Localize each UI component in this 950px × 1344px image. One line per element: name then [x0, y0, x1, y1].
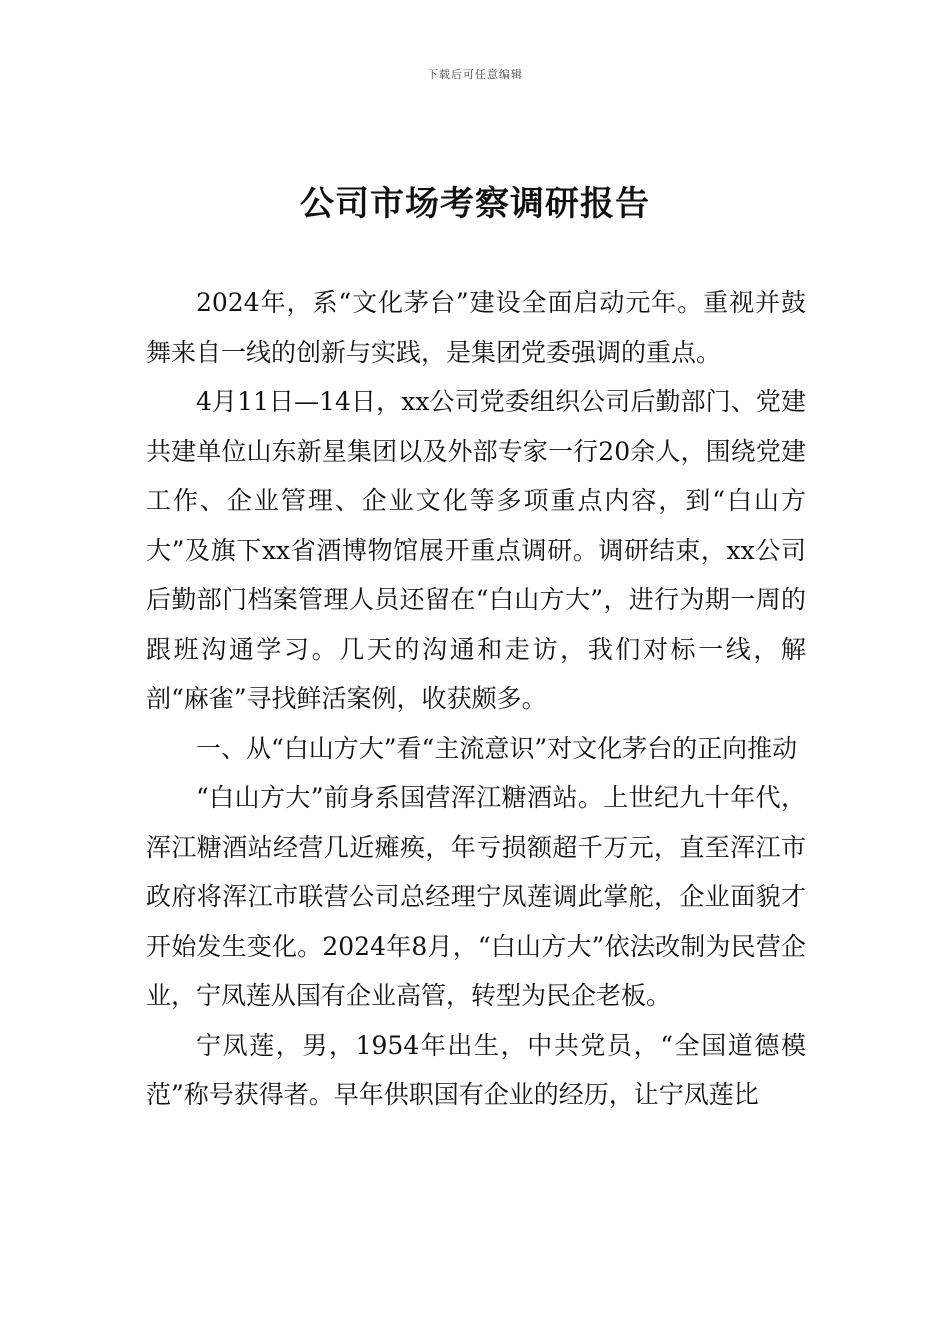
section-heading-1: 一、从“白山方大”看“主流意识”对文化茅台的正向推动 [196, 733, 798, 763]
header-note: 下载后可任意编辑 [427, 68, 523, 81]
paragraph-2: 4月11日—14日，xx公司党委组织公司后勤部门、党建共建单位山东新星集团以及外部专家一行20余人，围绕党建工作、企业管理、企业文化等多项重点内容，到“白山方大”及旗下xx省酒博物馆展开重点调研。调研结束，xx公司后勤部门档案管理人员还留在“白山方大”，进行为期一周的跟班沟通学习。几天的沟通和走访，我们对标一线，解剖“麻雀”寻找鲜活案例，收获颇多。 [146, 387, 806, 713]
paragraph-1: 2024年，系“文化茅台”建设全面启动元年。重视并鼓舞来自一线的创新与实践，是集团党委强调的重点。 [146, 288, 806, 367]
document-body [146, 278, 806, 1120]
document-title: 公司市场考察调研报告 [300, 184, 650, 224]
paragraph-3: “白山方大”前身系国营浑江糖酒站。上世纪九十年代，浑江糖酒站经营几近瘫痪，年亏损额超千万元，直至浑江市政府将浑江市联营公司总经理宁凤莲调此掌舵，企业面貌才开始发生变化。2024年8月，“白山方大”依法改制为民营企业，宁凤莲从国有企业高管，转型为民企老板。 [146, 783, 806, 1010]
paragraph-4: 宁凤莲，男，1954年出生，中共党员，“全国道德模范”称号获得者。早年供职国有企业的经历，让宁凤莲比 [146, 1030, 806, 1109]
